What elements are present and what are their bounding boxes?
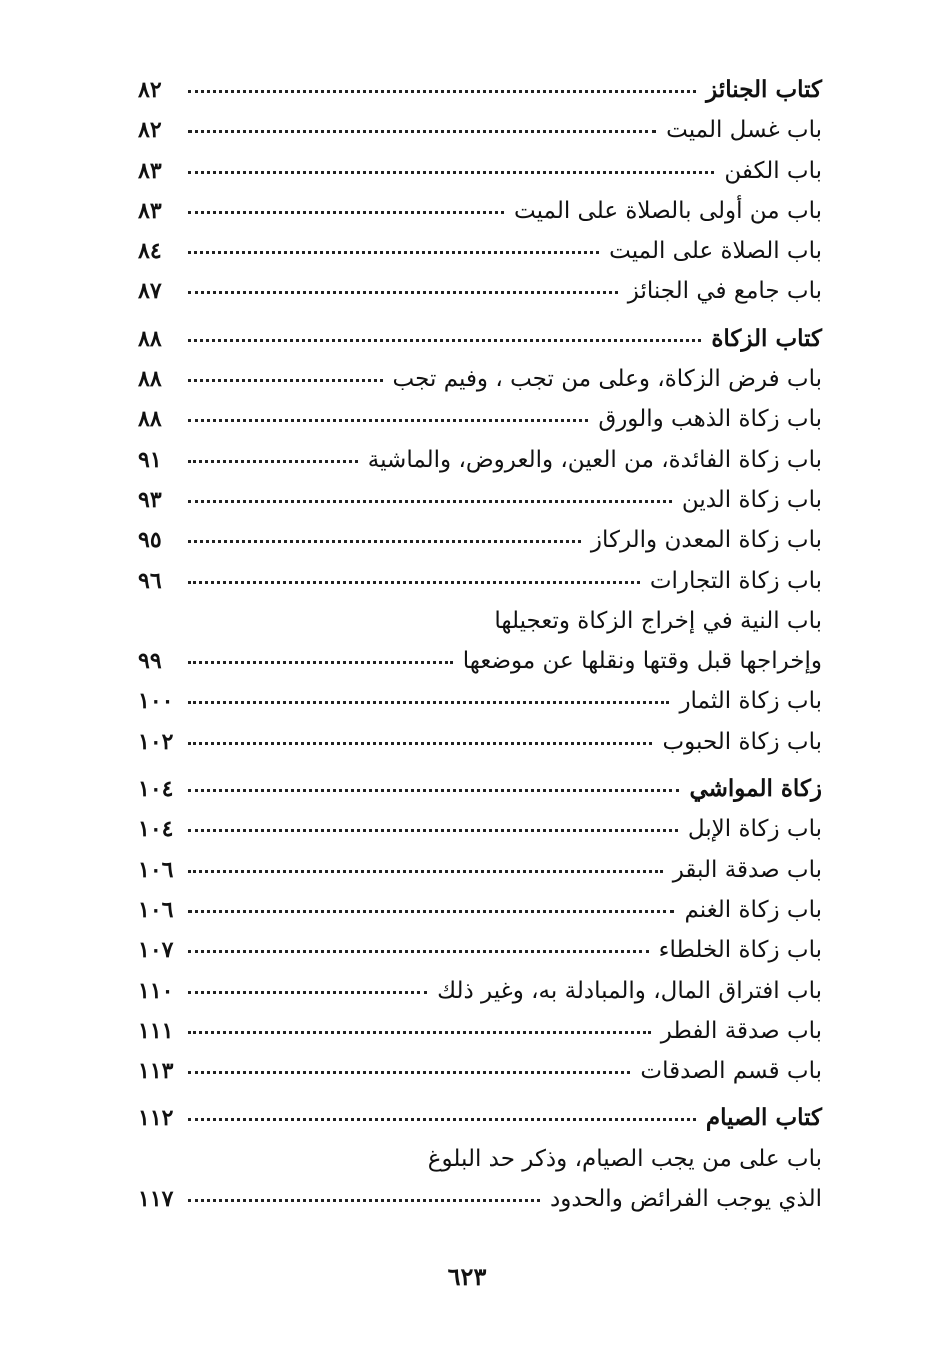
toc-entry [138,480,822,520]
toc-entry-title: باب قسم الصدقات [640,1058,822,1085]
toc-entry-page-number: ١١٣ [138,1058,174,1085]
toc-entry-title: باب على من يجب الصيام، وذكر حد البلوغ [427,1145,822,1172]
toc-entry-title: باب غسل الميت [666,117,822,144]
toc-entry-page-number: ١١١ [138,1017,174,1044]
toc-entry-title: باب زكاة التجارات [649,567,822,594]
toc-entry-title: باب زكاة الخلطاء [658,937,822,964]
toc-entry-page-number: ١٠٦ [138,856,174,883]
dot-leader [188,1112,696,1121]
toc-heading [138,1098,822,1138]
toc-entry-title: باب زكاة الدين [681,486,822,513]
toc-entry-title: باب افتراق المال، والمبادلة به، وغير ذلك [437,977,822,1004]
toc-entry-title: باب زكاة الفائدة، من العين، والعروض، والماشية [367,446,822,473]
toc-entry-title: باب الصلاة على الميت [609,238,822,265]
toc-entry-page-number: ١٠٠ [138,688,174,715]
toc-entry [138,890,822,930]
toc-entry-page-number: ٨٣ [138,157,162,184]
dot-leader [188,1156,418,1162]
toc-entry-page-number: ١٠٤ [138,776,174,803]
dot-leader [188,124,656,133]
toc-entry-page-number: ١١٧ [138,1186,174,1213]
dot-leader [188,655,453,664]
toc-entry-page-number: ٨٧ [138,278,162,305]
toc-entry-title: باب الكفن [724,157,822,184]
toc-heading [138,70,822,110]
dot-leader [188,864,663,873]
dot-leader [188,736,652,745]
toc-entry-title: زكاة المواشي [689,775,822,803]
dot-leader [188,695,669,704]
toc-entry-page-number: ٩٣ [138,486,162,513]
toc-entry-page-number: ٨٨ [138,406,162,433]
toc-entry [138,601,822,641]
dot-leader [188,1193,540,1202]
toc-entry [138,850,822,890]
toc-entry-page-number: ٨٨ [138,366,162,393]
dot-leader [188,618,484,624]
dot-leader [188,165,714,174]
dot-leader [188,413,588,422]
toc-entry-title: كتاب الصيام [705,1104,822,1132]
toc-entry-page-number: ٨٢ [138,117,162,144]
toc-entry-page-number: ١٠٦ [138,896,174,923]
toc-entry-title: باب زكاة الذهب والورق [598,406,822,433]
dot-leader [188,285,618,294]
toc-entry-title: كتاب الزكاة [711,324,822,352]
toc-entry [138,722,822,762]
table-of-contents [138,70,822,1219]
toc-entry-page-number: ٨٢ [138,77,162,103]
toc-entry-page-number: ٩٩ [138,648,162,675]
toc-heading [138,319,822,359]
toc-entry [138,231,822,271]
toc-entry-title: باب زكاة الإبل [687,816,822,843]
toc-entry [138,1139,822,1179]
toc-entry [138,971,822,1011]
toc-entry [138,271,822,311]
toc-entry [138,191,822,231]
toc-entry-page-number: ٨٤ [138,238,162,265]
toc-entry-title: باب فرض الزكاة، وعلى من تجب ، وفيم تجب [392,366,822,393]
toc-entry-title: باب صدقة الفطر [660,1017,822,1044]
toc-entry-page-number: ١٠٢ [138,728,174,755]
toc-entry-title: باب من أولى بالصلاة على الميت [514,197,822,224]
toc-entry [138,151,822,191]
toc-entry-title: باب جامع في الجنائز [627,278,822,305]
toc-entry [138,359,822,399]
dot-leader [188,245,599,254]
toc-entry-page-number: ٩٥ [138,527,162,554]
toc-entry [138,1179,822,1219]
toc-entry-page-number: ١١٢ [138,1105,174,1132]
toc-entry-page-number: ٩٦ [138,567,162,594]
toc-entry [138,440,822,480]
dot-leader [188,904,674,913]
toc-entry [138,110,822,150]
toc-entry-title: باب زكاة الغنم [684,896,822,923]
dot-leader [188,985,427,994]
toc-entry-title: وإخراجها قبل وقتها ونقلها عن موضعها [462,648,822,675]
toc-entry [138,561,822,601]
dot-leader [188,783,679,792]
dot-leader [188,1065,630,1074]
dot-leader [188,494,672,503]
toc-entry [138,930,822,970]
dot-leader [188,454,358,463]
toc-entry-title: كتاب الجنائز [706,76,822,103]
toc-entry-title: باب زكاة الثمار [679,688,822,715]
dot-leader [188,534,581,543]
toc-entry-page-number: ٨٨ [138,325,162,352]
dot-leader [188,944,649,953]
toc-entry [138,641,822,681]
dot-leader [188,1025,651,1034]
toc-entry-title: باب النية في إخراج الزكاة وتعجيلها [494,607,822,634]
toc-entry-title: باب زكاة المعدن والركاز [590,527,822,554]
toc-entry [138,399,822,439]
toc-entry-page-number: ١٠٤ [138,816,174,843]
toc-heading [138,769,822,809]
toc-entry [138,1011,822,1051]
toc-entry-page-number: ١٠٧ [138,937,174,964]
dot-leader [188,575,640,584]
toc-entry-page-number: ٨٣ [138,197,162,224]
dot-leader [188,84,696,93]
toc-entry-title: الذي يوجب الفرائض والحدود [550,1186,822,1213]
dot-leader [188,823,678,832]
page-number: ٦٢٣ [447,1262,487,1291]
toc-entry [138,809,822,849]
dot-leader [188,373,383,382]
toc-entry [138,1051,822,1091]
dot-leader [188,205,504,214]
toc-entry-page-number: ١١٠ [138,977,174,1004]
dot-leader [188,333,701,342]
toc-entry [138,520,822,560]
toc-entry-title: باب زكاة الحبوب [662,728,822,755]
toc-entry-page-number: ٩١ [138,446,162,473]
toc-entry [138,681,822,721]
toc-entry-title: باب صدقة البقر [672,856,822,883]
